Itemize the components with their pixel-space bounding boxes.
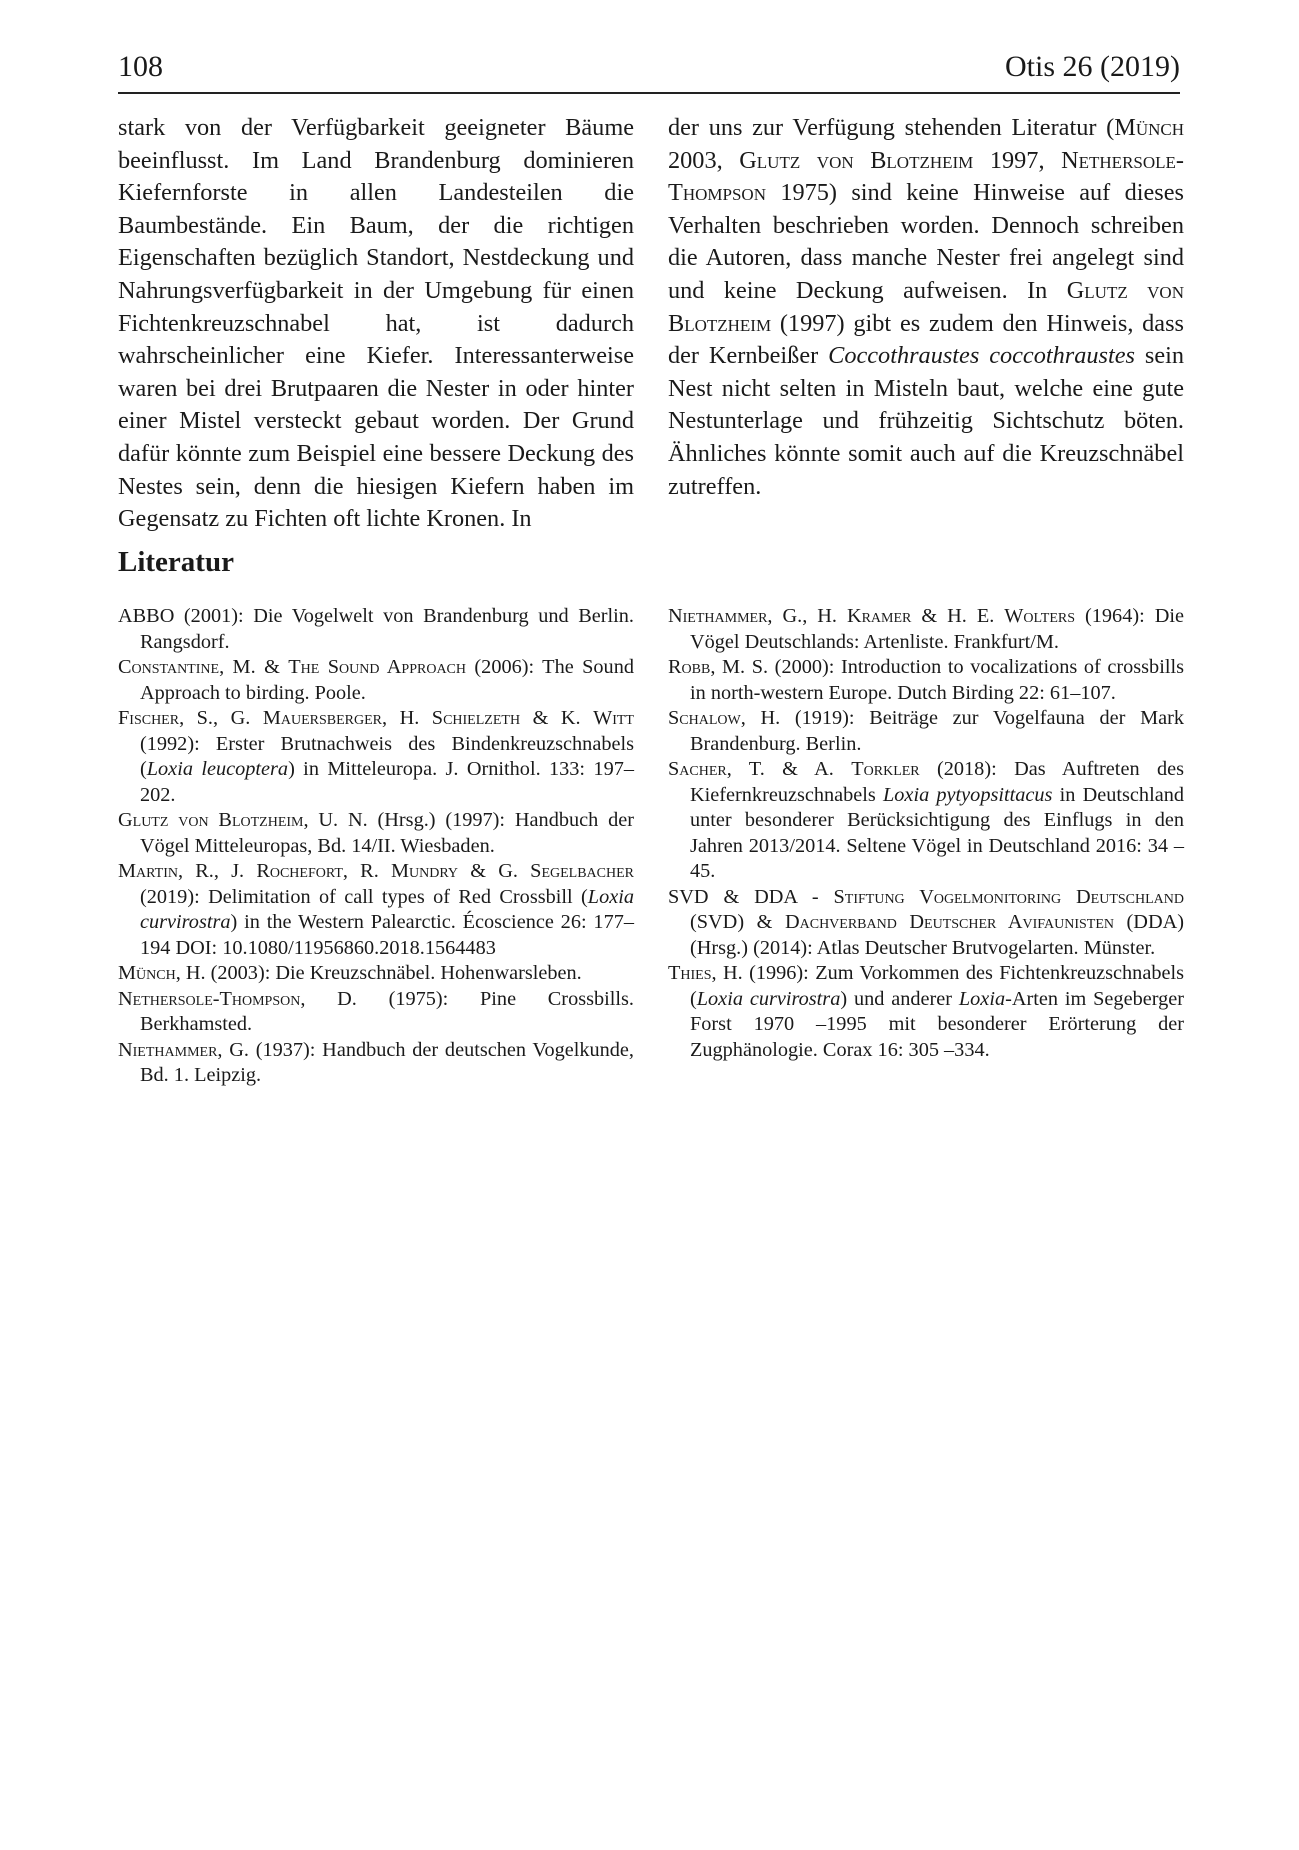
text-run: & H. E. xyxy=(911,605,1005,627)
text-run: (2006): The Sound Approach to birding. Poole. xyxy=(140,656,634,704)
text-run: -Arten im Segeberger Forst 1970 –1995 mit besonderer Erörterung der Zugphänologie. Corax 16: 305 –334. xyxy=(690,987,1184,1061)
text-run: (1964): Die Vögel Deutschlands: Artenliste. Frankfurt/M. xyxy=(690,605,1184,653)
text-run: , T. & A. xyxy=(726,758,852,780)
author-name: Witt xyxy=(593,707,634,729)
text-run: ABBO (2001): Die Vogelwelt von Brandenburg und Berlin. Rangsdorf. xyxy=(118,605,634,653)
species-name: Loxia xyxy=(958,987,1006,1010)
reference-entry xyxy=(668,604,1184,655)
text-run: & K. xyxy=(520,707,594,729)
text-run: ) in the Western Palearctic. Écoscience 26: 177–194 DOI: 10.1080/11956860.2018.1564483 xyxy=(140,911,634,959)
text-run: ) in Mitteleuropa. J. Ornithol. 133: 197–202. xyxy=(140,758,634,806)
author-name: Niethammer xyxy=(668,605,768,627)
reference-entry xyxy=(118,961,634,987)
text-run: , H. (1996): Zum Vorkommen des Fichtenkreuzschnabels ( xyxy=(690,962,1184,1010)
reference-list-right xyxy=(668,604,1184,1063)
species-name: Loxia curvirostra xyxy=(696,987,841,1010)
reference-entry xyxy=(668,885,1184,962)
author-name: Mundry xyxy=(391,860,459,882)
author-name: Glutz von Blotzheim xyxy=(118,809,304,831)
reference-entry xyxy=(118,1038,634,1089)
text-run: (DDA) (Hrsg.) (2014): Atlas Deutscher Brutvogelarten. Münster. xyxy=(690,911,1184,959)
reference-entry xyxy=(668,757,1184,885)
author-name: Glutz von Blotzheim xyxy=(668,276,1184,337)
text-run: ) und anderer xyxy=(840,987,959,1010)
species-name: Loxia leucoptera xyxy=(146,758,289,780)
text-run: , M. & xyxy=(219,656,289,678)
text-run: , R., J. xyxy=(177,860,257,882)
text-run: , D. (1975): Pine Crossbills. Berkhamsted. xyxy=(140,987,634,1035)
reference-entry xyxy=(118,859,634,961)
journal-reference: Otis 26 (2019) xyxy=(1005,50,1180,83)
reference-entry xyxy=(118,604,634,655)
reference-entry xyxy=(668,961,1184,1063)
author-name: Nethersole-Thompson xyxy=(668,146,1184,207)
text-run: , H. (2003): Die Kreuzschnäbel. Hohenwarsleben. xyxy=(175,962,582,984)
author-name: Fischer xyxy=(118,707,180,729)
text-run: 1975) sind keine Hinweise auf dieses Verhalten beschrieben worden. Dennoch schreiben die Autoren, dass manche Nester frei angelegt sind und keine Deckung aufweisen. In xyxy=(668,179,1184,304)
section-heading-literatur: Literatur xyxy=(118,546,234,578)
page-number: 108 xyxy=(118,50,163,83)
author-name: Torkler xyxy=(851,758,920,780)
text-run: (2018): Das Auftreten des Kiefernkreuzschnabels xyxy=(690,758,1184,806)
author-name: Martin xyxy=(118,860,178,882)
text-run: sein Nest nicht selten in Misteln baut, welche eine gute Nestunterlage und frühzeitig Sichtschutz böten. Ähnliches könnte somit auch auf die Kreuzschnäbel zutreffen. xyxy=(668,342,1184,500)
text-run: & G. xyxy=(458,860,531,882)
author-name: Segelbacher xyxy=(530,860,635,882)
text-run: der uns zur Verfügung stehenden Literatur ( xyxy=(668,114,1115,141)
text-run: , R. xyxy=(342,860,391,882)
text-run: (1992): Erster Brutnachweis des Bindenkreuzschnabels ( xyxy=(140,732,634,780)
author-name: Constantine xyxy=(118,656,220,678)
species-name: Loxia pytyopsittacus xyxy=(883,783,1053,806)
author-name: Münch xyxy=(118,962,176,984)
author-name: Niethammer xyxy=(118,1038,218,1061)
text-run: , S., G. xyxy=(179,707,263,729)
author-name: Kramer xyxy=(846,605,912,627)
text-run: , G. (1937): Handbuch der deutschen Vogelkunde, Bd. 1. Leipzig. xyxy=(140,1038,634,1086)
text-run: (1997) gibt es zudem den Hinweis, dass der Kernbeißer xyxy=(668,309,1184,370)
text-run: , G., H. xyxy=(767,605,847,627)
text-run: , U. N. (Hrsg.) (1997): Handbuch der Vögel Mitteleuropas, Bd. 14/II. Wiesbaden. xyxy=(140,809,634,857)
species-name: Coccothraustes coccothraustes xyxy=(828,342,1135,370)
text-run: , H. xyxy=(381,707,432,729)
reference-entry xyxy=(668,655,1184,706)
text-run: 1997, xyxy=(973,146,1062,174)
author-name: Münch xyxy=(1114,114,1184,141)
author-name: Wolters xyxy=(1004,605,1076,627)
text-run: , M. S. (2000): Introduction to vocalizations of crossbills in north-western Europe. Dutch Birding 22: 61–107. xyxy=(690,656,1184,704)
author-name: Thies xyxy=(668,962,712,984)
reference-entry xyxy=(118,808,634,859)
reference-entry xyxy=(668,706,1184,757)
text-run: SVD & DDA - xyxy=(668,885,834,908)
author-name: Mauersberger xyxy=(262,707,382,729)
text-run: in Deutschland unter besonderer Berücksichtigung des Einflugs in den Jahren 2013/2014. Seltene Vögel in Deutschland 2016: 34 – 45. xyxy=(690,783,1184,882)
text-run: (2019): Delimitation of call types of Red Crossbill ( xyxy=(140,885,588,908)
author-name: Schalow xyxy=(668,707,741,729)
author-name: Rochefort xyxy=(256,860,343,882)
species-name: Loxia curvirostra xyxy=(140,885,634,933)
reference-entry xyxy=(118,655,634,706)
reference-entry xyxy=(118,706,634,808)
reference-list-left xyxy=(118,604,634,1089)
author-name: Sacher xyxy=(668,758,727,780)
author-name: Dachverband Deutscher Avifaunisten xyxy=(784,911,1114,933)
page-header xyxy=(118,48,1180,94)
reference-entry xyxy=(118,987,634,1038)
author-name: Nethersole-Thompson xyxy=(118,987,301,1010)
author-name: Schielzeth xyxy=(431,707,521,729)
text-run: (SVD) & xyxy=(690,911,785,933)
author-name: Robb xyxy=(668,656,711,678)
author-name: Stiftung Vogelmonitoring Deutschland xyxy=(833,885,1184,908)
text-run: stark von der Verfügbarkeit geeigneter Bäume beeinflusst. Im Land Brandenburg dominieren Kiefernforste in allen Landesteilen die Baumbestände. Ein Baum, der die richtigen Eigenschaften bezüglich Standort, Nestdeckung und Nahrungsverfügbarkeit in der Umgebung für einen Fichtenkreuzschnabel hat, ist dadurch wahrscheinlicher eine Kiefer. Interessanterweise waren bei drei Brutpaaren die Nester in oder hinter einer Mistel versteckt gebaut worden. Der Grund dafür könnte zum Beispiel eine bessere Deckung des Nestes sein, denn die hiesigen Kiefern haben im Gegensatz zu Fichten oft lichte Kronen. In xyxy=(118,114,634,533)
body-text-left-column xyxy=(118,112,634,536)
text-run: , H. (1919): Beiträge zur Vogelfauna der Mark Brandenburg. Berlin. xyxy=(690,707,1184,755)
author-name: The Sound Approach xyxy=(288,656,466,678)
body-text-right-column xyxy=(668,112,1184,503)
author-name: Glutz von Blotzheim xyxy=(739,146,974,174)
text-run: 2003, xyxy=(668,146,740,174)
